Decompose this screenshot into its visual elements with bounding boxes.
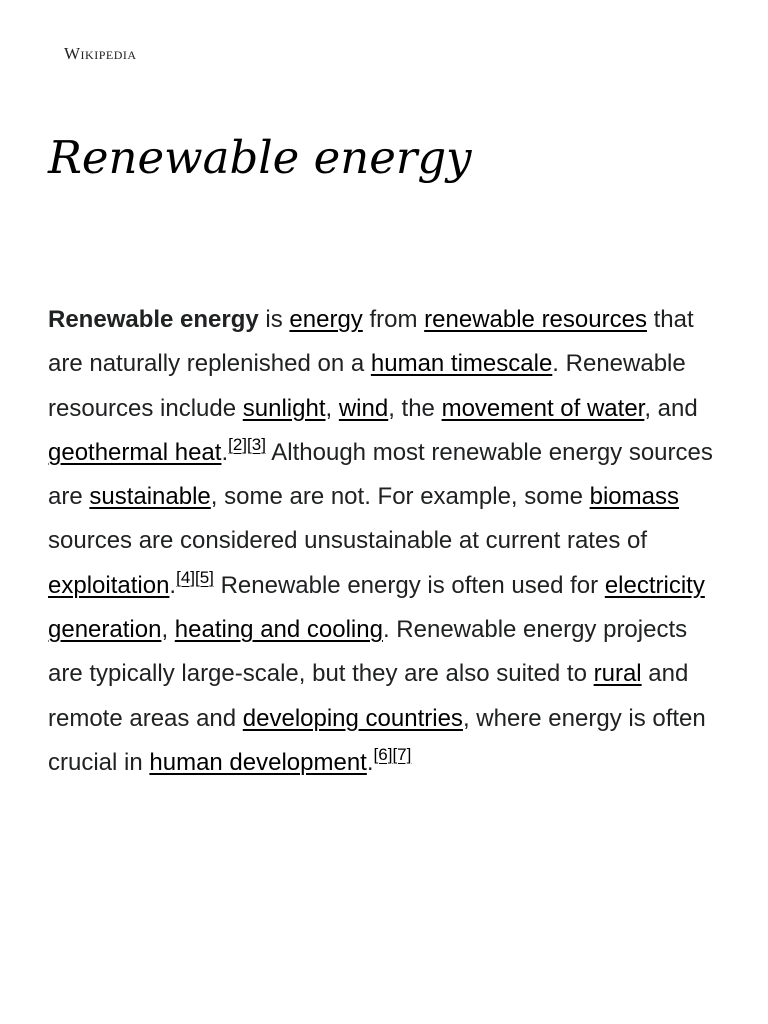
text-run: sources are considered unsustainable at current rates of xyxy=(48,527,648,555)
text-run: . Renewable resources include xyxy=(48,350,686,422)
link-human-development[interactable]: human development xyxy=(149,748,367,776)
text-run: , where energy is often crucial in xyxy=(48,704,706,776)
link-wind[interactable]: wind xyxy=(338,394,389,422)
text-run: , xyxy=(161,616,175,644)
text-run: Renewable energy is often used for xyxy=(213,571,605,599)
link-biomass[interactable]: biomass xyxy=(589,483,679,511)
intro-paragraph xyxy=(48,298,728,785)
link-sunlight[interactable]: sunlight xyxy=(242,394,326,422)
text-run: is xyxy=(258,306,290,333)
link-renewable-resources[interactable]: renewable resources xyxy=(424,306,647,333)
text-run: . Renewable energy projects are typically large-scale, but they are also suited to xyxy=(48,616,688,688)
link-heating-and-cooling[interactable]: heating and cooling xyxy=(174,616,383,644)
citation-group xyxy=(176,568,214,587)
text-run: , xyxy=(325,394,339,422)
citation-2[interactable]: [2] xyxy=(228,434,248,454)
text-run: . xyxy=(169,571,177,599)
wikipedia-logo[interactable]: Wikipedia xyxy=(64,44,137,63)
citation-group xyxy=(374,745,412,764)
text-run: , and xyxy=(644,394,698,422)
text-run: and remote areas and xyxy=(48,660,689,732)
text-run: , the xyxy=(388,394,442,422)
link-developing-countries[interactable]: developing countries xyxy=(242,704,463,732)
link-geothermal-heat[interactable]: geothermal heat xyxy=(48,438,222,466)
link-movement-of-water[interactable]: movement of water xyxy=(441,394,645,422)
link-rural[interactable]: rural xyxy=(593,660,642,688)
text-run: that are naturally replenished on a xyxy=(48,306,694,378)
text-run: Although most renewable energy sources are xyxy=(48,438,713,511)
link-human-timescale[interactable]: human timescale xyxy=(370,350,553,378)
citation-6[interactable]: [6] xyxy=(373,744,393,764)
text-run: from xyxy=(362,306,425,333)
page-title: Renewable energy xyxy=(48,131,472,184)
citation-7[interactable]: [7] xyxy=(392,744,412,764)
link-electricity-generation[interactable]: electricity generation xyxy=(48,571,705,644)
citation-4[interactable]: [4] xyxy=(176,567,195,587)
citation-5[interactable]: [5] xyxy=(195,567,214,587)
text-run: . xyxy=(221,438,229,466)
link-exploitation[interactable]: exploitation xyxy=(48,571,170,599)
text-run: . xyxy=(366,748,374,776)
citation-3[interactable]: [3] xyxy=(247,434,266,454)
text-run: , some are not. For example, some xyxy=(210,483,590,511)
link-energy[interactable]: energy xyxy=(289,306,363,333)
bold-term: Renewable energy xyxy=(48,306,259,333)
citation-group xyxy=(228,435,266,454)
link-sustainable[interactable]: sustainable xyxy=(89,483,211,511)
